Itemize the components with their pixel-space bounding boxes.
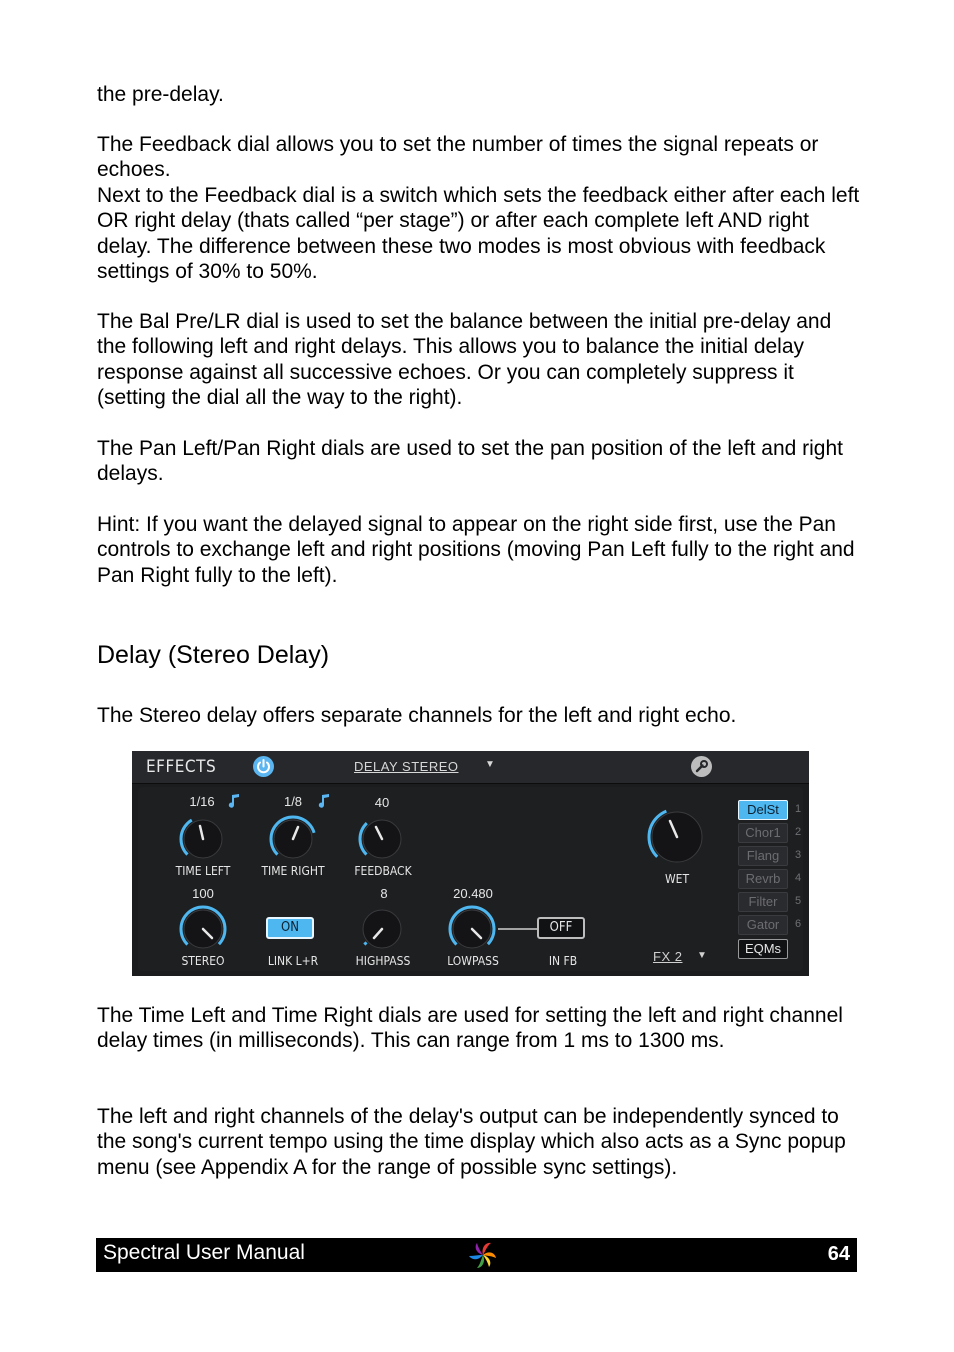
slot-number: 5 [795,895,802,907]
time-right-value[interactable]: 1/8 [283,794,303,809]
slot-filter[interactable]: Filter [738,892,788,912]
slot-revrb[interactable]: Revrb [738,869,788,889]
section-heading: Delay (Stereo Delay) [97,641,330,669]
page-number: 64 [827,1243,850,1265]
note-icon[interactable] [228,793,240,809]
slot-eqms[interactable]: EQMs [738,939,788,959]
effect-selector[interactable]: DELAY STEREO [354,759,459,774]
link-lr-toggle[interactable]: ON [266,917,314,939]
lowpass-label: LOWPASS [447,954,499,968]
paragraph-time-dials: The Time Left and Time Right dials are used for setting the left and right channel delay times (in milliseconds). This can range from 1 ms to 1300 ms. [97,1004,843,1053]
paragraph-feedback: The Feedback dial allows you to set the number of times the signal repeats or echoes. [97,133,819,182]
paragraph-pan: The Pan Left/Pan Right dials are used to set the pan position of the left and right delays. [97,437,843,486]
stereo-knob[interactable] [177,903,229,955]
dropdown-arrow-icon[interactable]: ▼ [697,950,707,961]
effects-panel [132,751,809,976]
slot-number: 2 [795,826,802,838]
slot-flang[interactable]: Flang [738,846,788,866]
slot-gator[interactable]: Gator [738,915,788,935]
link-lr-label: LINK L+R [267,954,319,968]
slot-number: 3 [795,849,802,861]
power-icon[interactable] [253,756,274,777]
lowpass-value: 20.480 [453,886,493,901]
slot-chor1[interactable]: Chor1 [738,823,788,843]
spectral-logo-icon [466,1239,500,1271]
dropdown-arrow-icon[interactable]: ▼ [485,759,495,770]
stereo-label: STEREO [181,954,225,968]
page-footer [96,1238,857,1272]
effects-header [132,751,809,784]
note-icon[interactable] [318,793,330,809]
time-right-label: TIME RIGHT [261,864,325,878]
footer-title: Spectral User Manual [103,1241,305,1264]
paragraph-feedback-switch: Next to the Feedback dial is a switch which sets the feedback either after each left OR right delay (thats called “per stage”) or after each complete left AND right delay. The difference between these two modes is most obvious with feedback settings of 30% to 50%. [97,184,860,284]
slot-number: 4 [795,872,802,884]
wrench-icon[interactable] [691,756,712,777]
feedback-value: 40 [374,795,390,810]
feedback-label: FEEDBACK [354,864,412,878]
in-fb-toggle[interactable]: OFF [537,917,585,939]
slot-number: 6 [795,918,802,930]
time-left-label: TIME LEFT [175,864,231,878]
time-left-knob[interactable] [177,813,229,865]
paragraph-bal-pre-lr: The Bal Pre/LR dial is used to set the balance between the initial pre-delay and the following left and right delays. This allows you to balance the initial delay response against all successive echoes. Or you can completely suppress it (setting the dial all the way to the right). [97,310,832,410]
connector-line [498,926,538,932]
time-right-knob[interactable] [267,813,319,865]
lowpass-knob[interactable] [446,903,498,955]
paragraph-pre-delay: the pre-delay. [97,83,224,106]
highpass-label: HIGHPASS [355,954,411,968]
time-left-value[interactable]: 1/16 [189,794,215,809]
paragraph-stereo-delay: The Stereo delay offers separate channels for the left and right echo. [97,704,737,727]
paragraph-sync: The left and right channels of the delay's output can be independently synced to the song's current tempo using the time display which also acts as a Sync popup menu (see Appendix A for the range of possible sync settings). [97,1105,846,1179]
effects-title: EFFECTS [146,757,217,777]
wet-label: WET [664,872,690,886]
wet-knob[interactable] [645,805,709,869]
fx-bank-selector[interactable]: FX 2 [653,949,683,964]
stereo-value: 100 [192,886,214,901]
highpass-knob[interactable] [356,903,408,955]
highpass-value: 8 [380,886,388,901]
feedback-knob[interactable] [356,813,408,865]
slot-delst[interactable]: DelSt [738,800,788,820]
in-fb-label: IN FB [548,954,578,968]
slot-number: 1 [795,803,802,815]
paragraph-hint: Hint: If you want the delayed signal to appear on the right side first, use the Pan controls to exchange left and right positions (moving Pan Left fully to the right and Pan Right fully to the left). [97,513,855,587]
